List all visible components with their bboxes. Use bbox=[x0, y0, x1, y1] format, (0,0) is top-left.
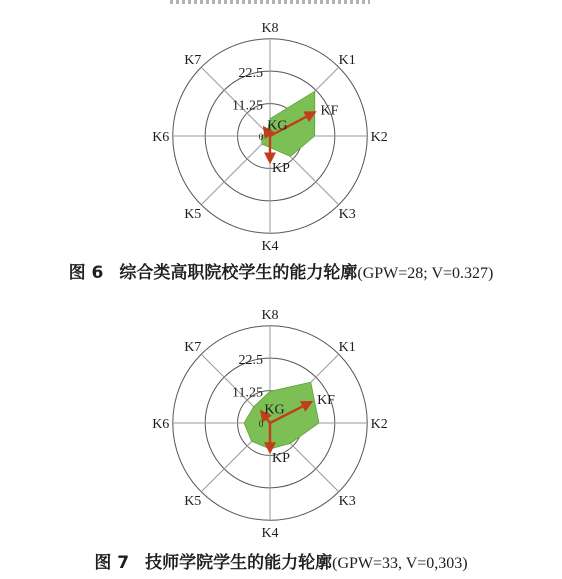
axis-label-k6: K6 bbox=[152, 417, 170, 432]
axis-label-k2: K2 bbox=[370, 417, 388, 432]
axis-label-k2: K2 bbox=[370, 130, 388, 145]
caption-title: 技师学院学生的能力轮廓 bbox=[145, 553, 333, 573]
radar-chart-2 bbox=[0, 285, 562, 545]
ring-tick-label: 22.5 bbox=[238, 66, 263, 82]
caption-params: (GPW=33, V=0,303) bbox=[332, 555, 468, 572]
axis-spoke bbox=[201, 136, 270, 205]
axis-label-k8: K8 bbox=[261, 20, 279, 36]
ring-tick-label: 11.25 bbox=[232, 98, 263, 114]
axis-label-k1: K1 bbox=[338, 339, 356, 355]
vector-label-kf: KF bbox=[317, 393, 335, 409]
center-zero-label: 0 bbox=[258, 419, 264, 429]
vector-label-kf: KF bbox=[320, 103, 339, 119]
ring-tick-label: 22.5 bbox=[238, 353, 263, 369]
axis-label-k6: K6 bbox=[152, 130, 170, 145]
axis-label-k3: K3 bbox=[338, 207, 356, 223]
axis-label-k8: K8 bbox=[261, 307, 279, 323]
caption-label: 图 7 bbox=[94, 553, 130, 573]
vector-label-kg: KG bbox=[264, 402, 285, 418]
axis-label-k4: K4 bbox=[261, 526, 279, 542]
axis-label-k5: K5 bbox=[184, 494, 202, 510]
figure-caption-1 bbox=[0, 258, 562, 283]
ring-tick-label: 11.25 bbox=[232, 385, 263, 401]
vector-label-kg: KG bbox=[267, 118, 288, 134]
caption-label: 图 6 bbox=[68, 263, 104, 283]
vector-label-kp: KP bbox=[272, 160, 290, 176]
center-zero-label: 0 bbox=[258, 132, 264, 142]
axis-label-k7: K7 bbox=[184, 339, 202, 355]
vector-label-kp: KP bbox=[272, 450, 290, 466]
caption-title: 综合类高职院校学生的能力轮廓 bbox=[119, 263, 358, 283]
axis-label-k5: K5 bbox=[184, 207, 202, 223]
axis-label-k3: K3 bbox=[338, 494, 356, 510]
radar-chart-1 bbox=[0, 0, 562, 260]
axis-label-k1: K1 bbox=[338, 52, 356, 68]
figure-caption-2 bbox=[0, 548, 562, 573]
axis-label-k7: K7 bbox=[184, 52, 202, 68]
axis-label-k4: K4 bbox=[261, 239, 279, 255]
caption-params: (GPW=28; V=0.327) bbox=[357, 265, 494, 282]
